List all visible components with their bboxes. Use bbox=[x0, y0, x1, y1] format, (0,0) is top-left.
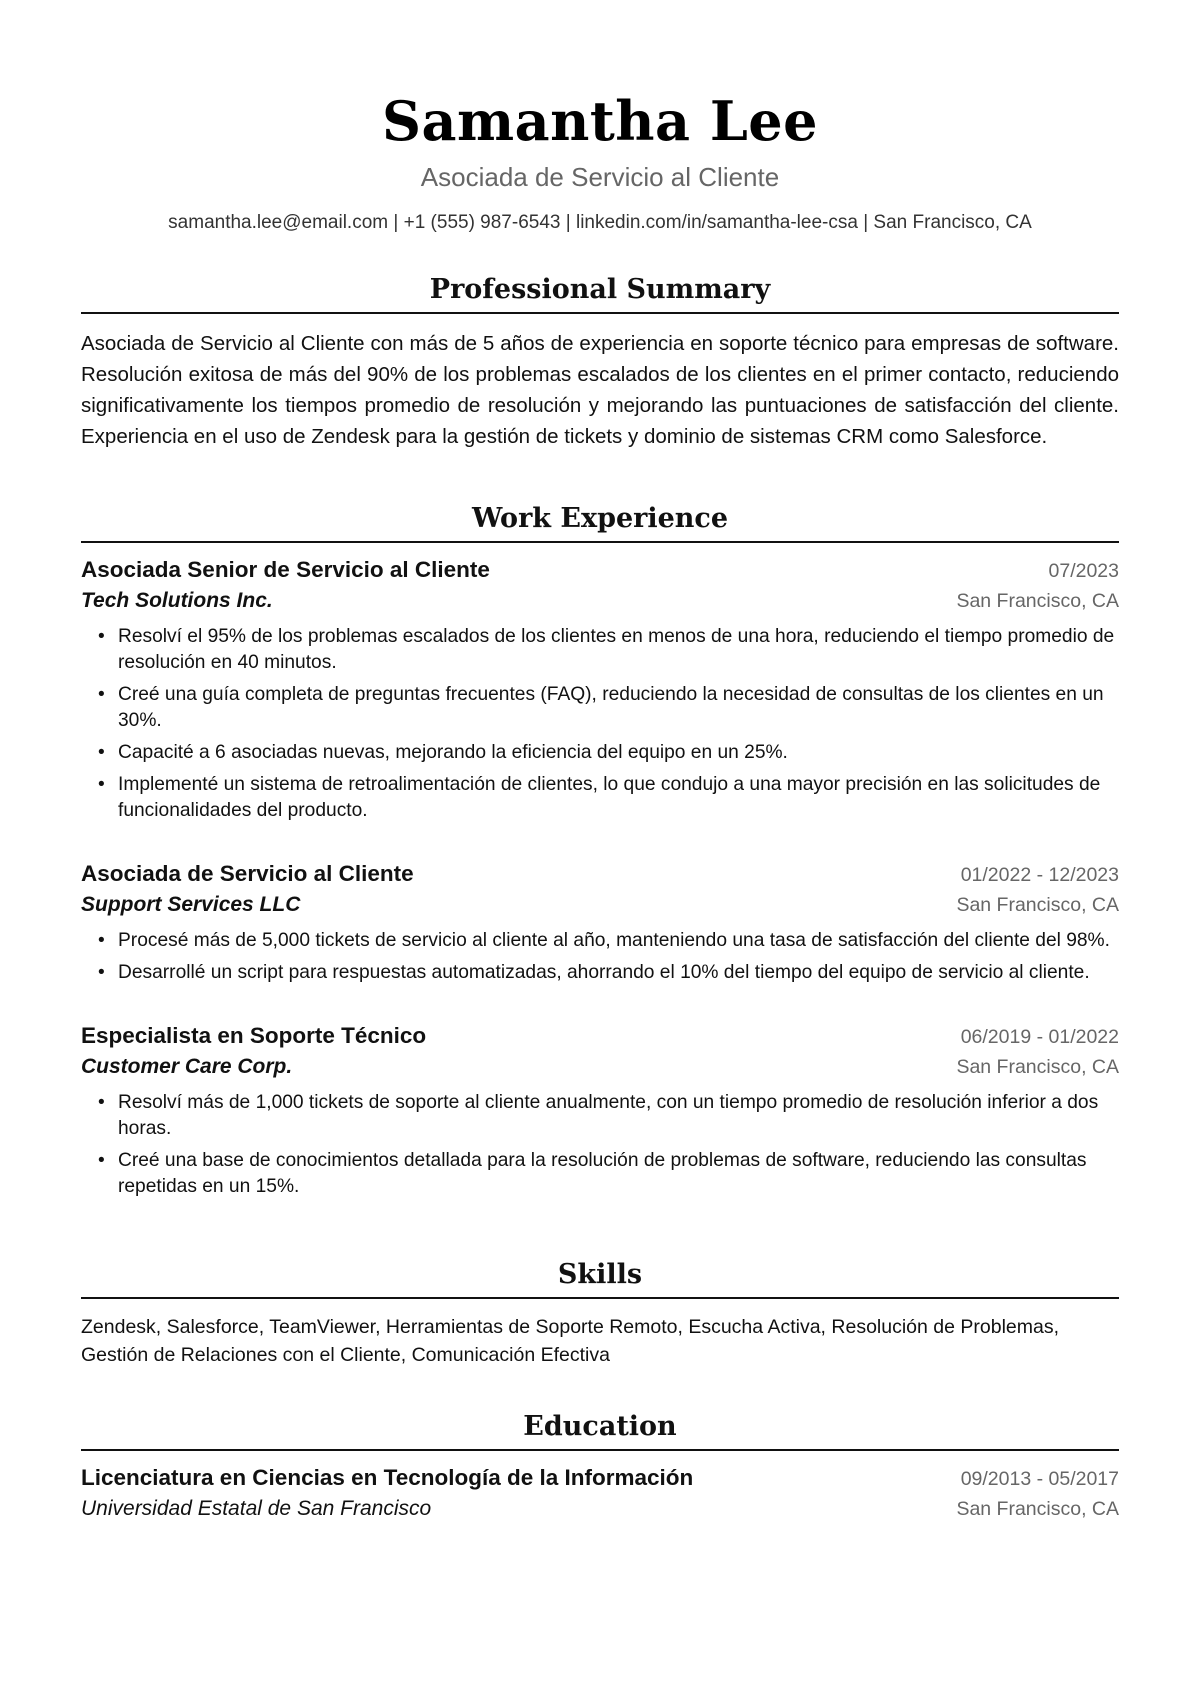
experience-section bbox=[81, 501, 1119, 1200]
section-divider bbox=[81, 1297, 1119, 1299]
bullet-item bbox=[81, 624, 1119, 676]
section-divider bbox=[81, 312, 1119, 314]
bullet-item bbox=[81, 1090, 1119, 1142]
bullet-text: Capacité a 6 asociadas nuevas, mejorando la eficiencia del equipo en un 25%. bbox=[118, 742, 788, 763]
bullet-dot: • bbox=[98, 774, 105, 795]
job-header bbox=[81, 859, 1119, 890]
education-school: Universidad Estatal de San Francisco bbox=[81, 1497, 432, 1520]
bullet-item bbox=[81, 928, 1119, 954]
job-subheader bbox=[81, 890, 1119, 920]
job-entry bbox=[81, 1021, 1119, 1200]
job-date: 07/2023 bbox=[1048, 560, 1119, 582]
job-location: San Francisco, CA bbox=[956, 894, 1119, 916]
education-location: San Francisco, CA bbox=[956, 1498, 1119, 1520]
resume-page bbox=[81, 0, 1119, 1524]
skills-text: Zendesk, Salesforce, TeamViewer, Herramientas de Soporte Remoto, Escucha Activa, Resolución de Problemas, Gestión de Relaciones con el Cliente, Comunicación Efectiva bbox=[81, 1316, 1060, 1366]
job-title: Asociada de Servicio al Cliente bbox=[81, 861, 414, 886]
section-title-education: Education bbox=[523, 1411, 677, 1442]
bullet-item bbox=[81, 682, 1119, 734]
bullet-dot: • bbox=[98, 1092, 105, 1113]
education-section bbox=[81, 1409, 1119, 1524]
candidate-name: Samantha Lee bbox=[381, 89, 819, 153]
education-subheader bbox=[81, 1494, 1119, 1524]
candidate-role: Asociada de Servicio al Cliente bbox=[420, 162, 780, 192]
bullet-dot: • bbox=[98, 626, 105, 647]
bullet-dot: • bbox=[98, 684, 105, 705]
bullet-text: Resolví el 95% de los problemas escalados de los clientes en menos de una hora, reduciendo el tiempo promedio de resolución en 40 minutos. bbox=[118, 626, 1115, 673]
bullet-item bbox=[81, 740, 1119, 766]
bullet-text: Resolví más de 1,000 tickets de soporte al cliente anualmente, con un tiempo promedio de resolución inferior a dos horas. bbox=[118, 1092, 1099, 1139]
job-location: San Francisco, CA bbox=[956, 1056, 1119, 1078]
summary-section bbox=[81, 272, 1119, 452]
job-bullets bbox=[81, 624, 1119, 824]
section-divider bbox=[81, 1449, 1119, 1451]
education-entry bbox=[81, 1463, 1119, 1524]
bullet-text: Desarrollé un script para respuestas automatizadas, ahorrando el 10% del tiempo del equipo de servicio al cliente. bbox=[118, 962, 1090, 983]
bullet-text: Implementé un sistema de retroalimentación de clientes, lo que condujo a una mayor precisión en las solicitudes de funcionalidades del producto. bbox=[118, 774, 1101, 821]
section-title-experience: Work Experience bbox=[471, 503, 729, 534]
job-title: Especialista en Soporte Técnico bbox=[81, 1023, 427, 1048]
education-date: 09/2013 - 05/2017 bbox=[960, 1468, 1119, 1490]
bullet-text: Creé una base de conocimientos detallada para la resolución de problemas de software, reduciendo las consultas repetidas en un 15%. bbox=[118, 1150, 1087, 1197]
bullet-item bbox=[81, 1148, 1119, 1200]
bullet-dot: • bbox=[98, 962, 105, 983]
education-header bbox=[81, 1463, 1119, 1494]
job-bullets bbox=[81, 1090, 1119, 1200]
job-company: Tech Solutions Inc. bbox=[81, 589, 273, 612]
bullet-dot: • bbox=[98, 1150, 105, 1171]
contact-line: samantha.lee@email.com | +1 (555) 987-6543 | linkedin.com/in/samantha-lee-csa | San Francisco, CA bbox=[168, 212, 1032, 233]
job-company: Support Services LLC bbox=[81, 893, 301, 916]
job-entry bbox=[81, 555, 1119, 824]
job-location: San Francisco, CA bbox=[956, 590, 1119, 612]
job-title: Asociada Senior de Servicio al Cliente bbox=[81, 557, 490, 582]
bullet-text: Procesé más de 5,000 tickets de servicio al cliente al año, manteniendo una tasa de satisfacción del cliente del 98%. bbox=[118, 930, 1110, 951]
section-title-summary: Professional Summary bbox=[429, 274, 771, 305]
job-company: Customer Care Corp. bbox=[81, 1055, 293, 1078]
job-date: 01/2022 - 12/2023 bbox=[960, 864, 1119, 886]
section-divider bbox=[81, 541, 1119, 543]
education-degree: Licenciatura en Ciencias en Tecnología de la Información bbox=[81, 1465, 694, 1490]
skills-section bbox=[81, 1257, 1119, 1369]
job-header bbox=[81, 555, 1119, 586]
bullet-item bbox=[81, 772, 1119, 824]
bullet-dot: • bbox=[98, 930, 105, 951]
job-subheader bbox=[81, 586, 1119, 616]
bullet-item bbox=[81, 960, 1119, 986]
section-title-skills: Skills bbox=[557, 1259, 643, 1290]
bullet-text: Creé una guía completa de preguntas frecuentes (FAQ), reduciendo la necesidad de consultas de los clientes en un 30%. bbox=[118, 684, 1104, 731]
job-header bbox=[81, 1021, 1119, 1052]
job-subheader bbox=[81, 1052, 1119, 1082]
resume-header bbox=[81, 0, 1119, 236]
job-bullets bbox=[81, 928, 1119, 986]
summary-text: Asociada de Servicio al Cliente con más de 5 años de experiencia en soporte técnico para empresas de software. Resolución exitosa de más del 90% de los problemas escalados de los clientes en el primer contacto, reduciendo significativamente los tiempos promedio de resolución y mejorando las puntuaciones de satisfacción del cliente. Experiencia en el uso de Zendesk para la gestión de tickets y dominio de sistemas CRM como Salesforce. bbox=[81, 332, 1119, 448]
bullet-dot: • bbox=[98, 742, 105, 763]
job-date: 06/2019 - 01/2022 bbox=[960, 1026, 1119, 1048]
job-entry bbox=[81, 859, 1119, 986]
